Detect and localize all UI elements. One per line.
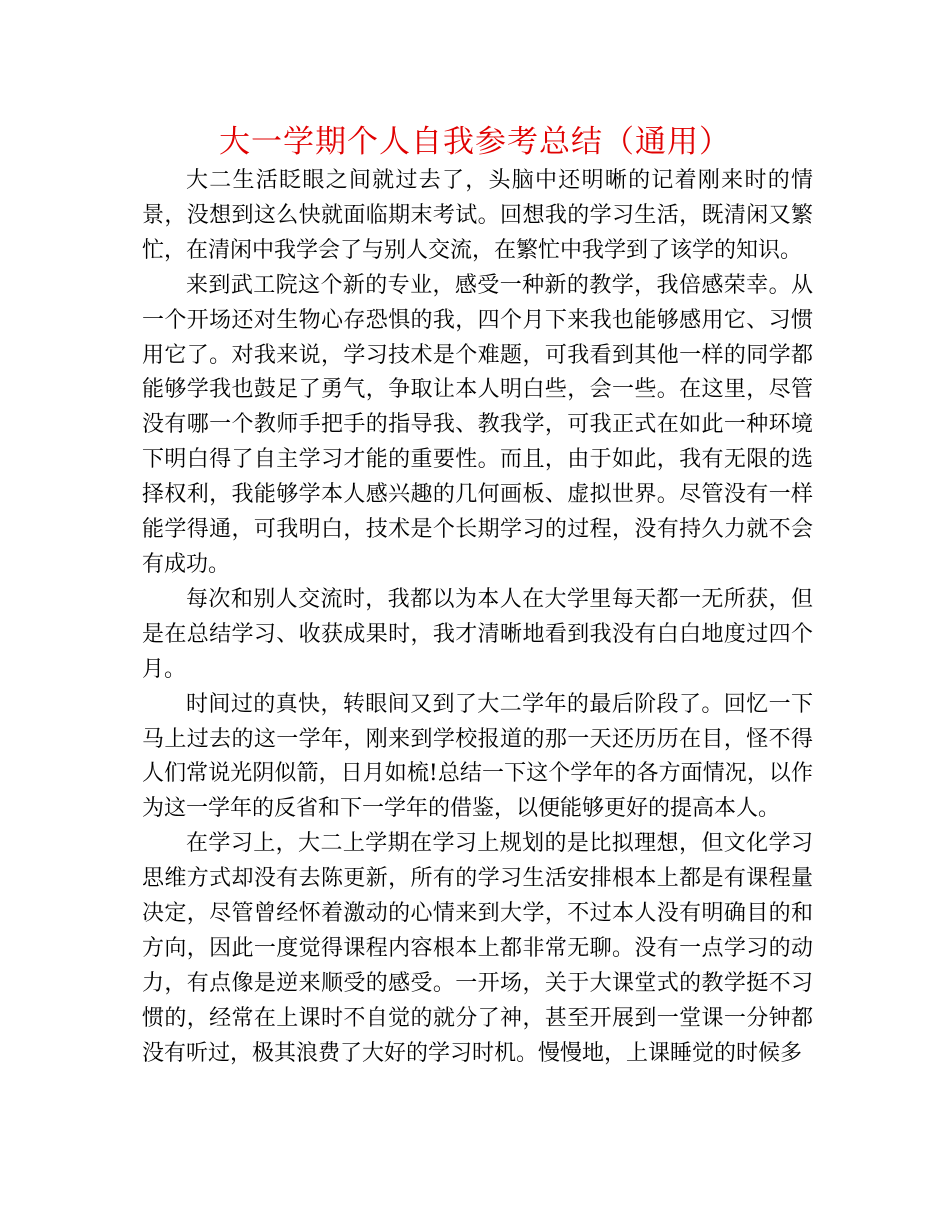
document-title: 大一学期个人自我参考总结（通用）: [219, 124, 731, 160]
paragraph: 每次和别人交流时，我都以为本人在大学里每天都一无所获，但是在总结学习、收获成果时，我才清晰地看到我没有白白地度过四个月。: [142, 586, 813, 682]
paragraph: 在学习上，大二上学期在学习上规划的是比拟理想，但文化学习思维方式却没有去陈更新，所有的学习生活安排根本上都是有课程量决定，尽管曾经怀着激动的心情来到大学，不过本人没有明确目的和方向，因此一度觉得课程内容根本上都非常无聊。没有一点学习的动力，有点像是逆来顺受的感受。一开场，关于大课堂式的教学挺不习惯的，经常在上课时不自觉的就分了神，甚至开展到一堂课一分钟都没有听过，极其浪费了大好的学习时机。慢慢地，上课睡觉的时候多: [142, 831, 813, 1066]
paragraph: 来到武工院这个新的专业，感受一种新的教学，我倍感荣幸。从一个开场还对生物心存恐惧的我，四个月下来我也能够感用它、习惯用它了。对我来说，学习技术是个难题，可我看到其他一样的同学都能够学我也鼓足了勇气，争取让本人明白些，会一些。在这里，尽管没有哪一个教师手把手的指导我、教我学，可我正式在如此一种环境下明白得了自主学习才能的重要性。而且，由于如此，我有无限的选择权利，我能够学本人感兴趣的几何画板、虚拟世界。尽管没有一样能学得通，可我明白，技术是个长期学习的过程，没有持久力就不会有成功。: [142, 272, 813, 577]
paragraph: 大二生活眨眼之间就过去了，头脑中还明晰的记着刚来时的情景，没想到这么快就面临期末考试。回想我的学习生活，既清闲又繁忙，在清闲中我学会了与别人交流，在繁忙中我学到了该学的知识。: [142, 168, 813, 263]
document-body: [142, 164, 813, 1072]
paragraph: 时间过的真快，转眼间又到了大二学年的最后阶段了。回忆一下马上过去的这一学年，刚来到学校报道的那一天还历历在目，怪不得人们常说光阴似箭，日月如梳!总结一下这个学年的各方面情况，以作为这一学年的反省和下一学年的借鉴，以便能够更好的提高本人。: [142, 691, 813, 822]
